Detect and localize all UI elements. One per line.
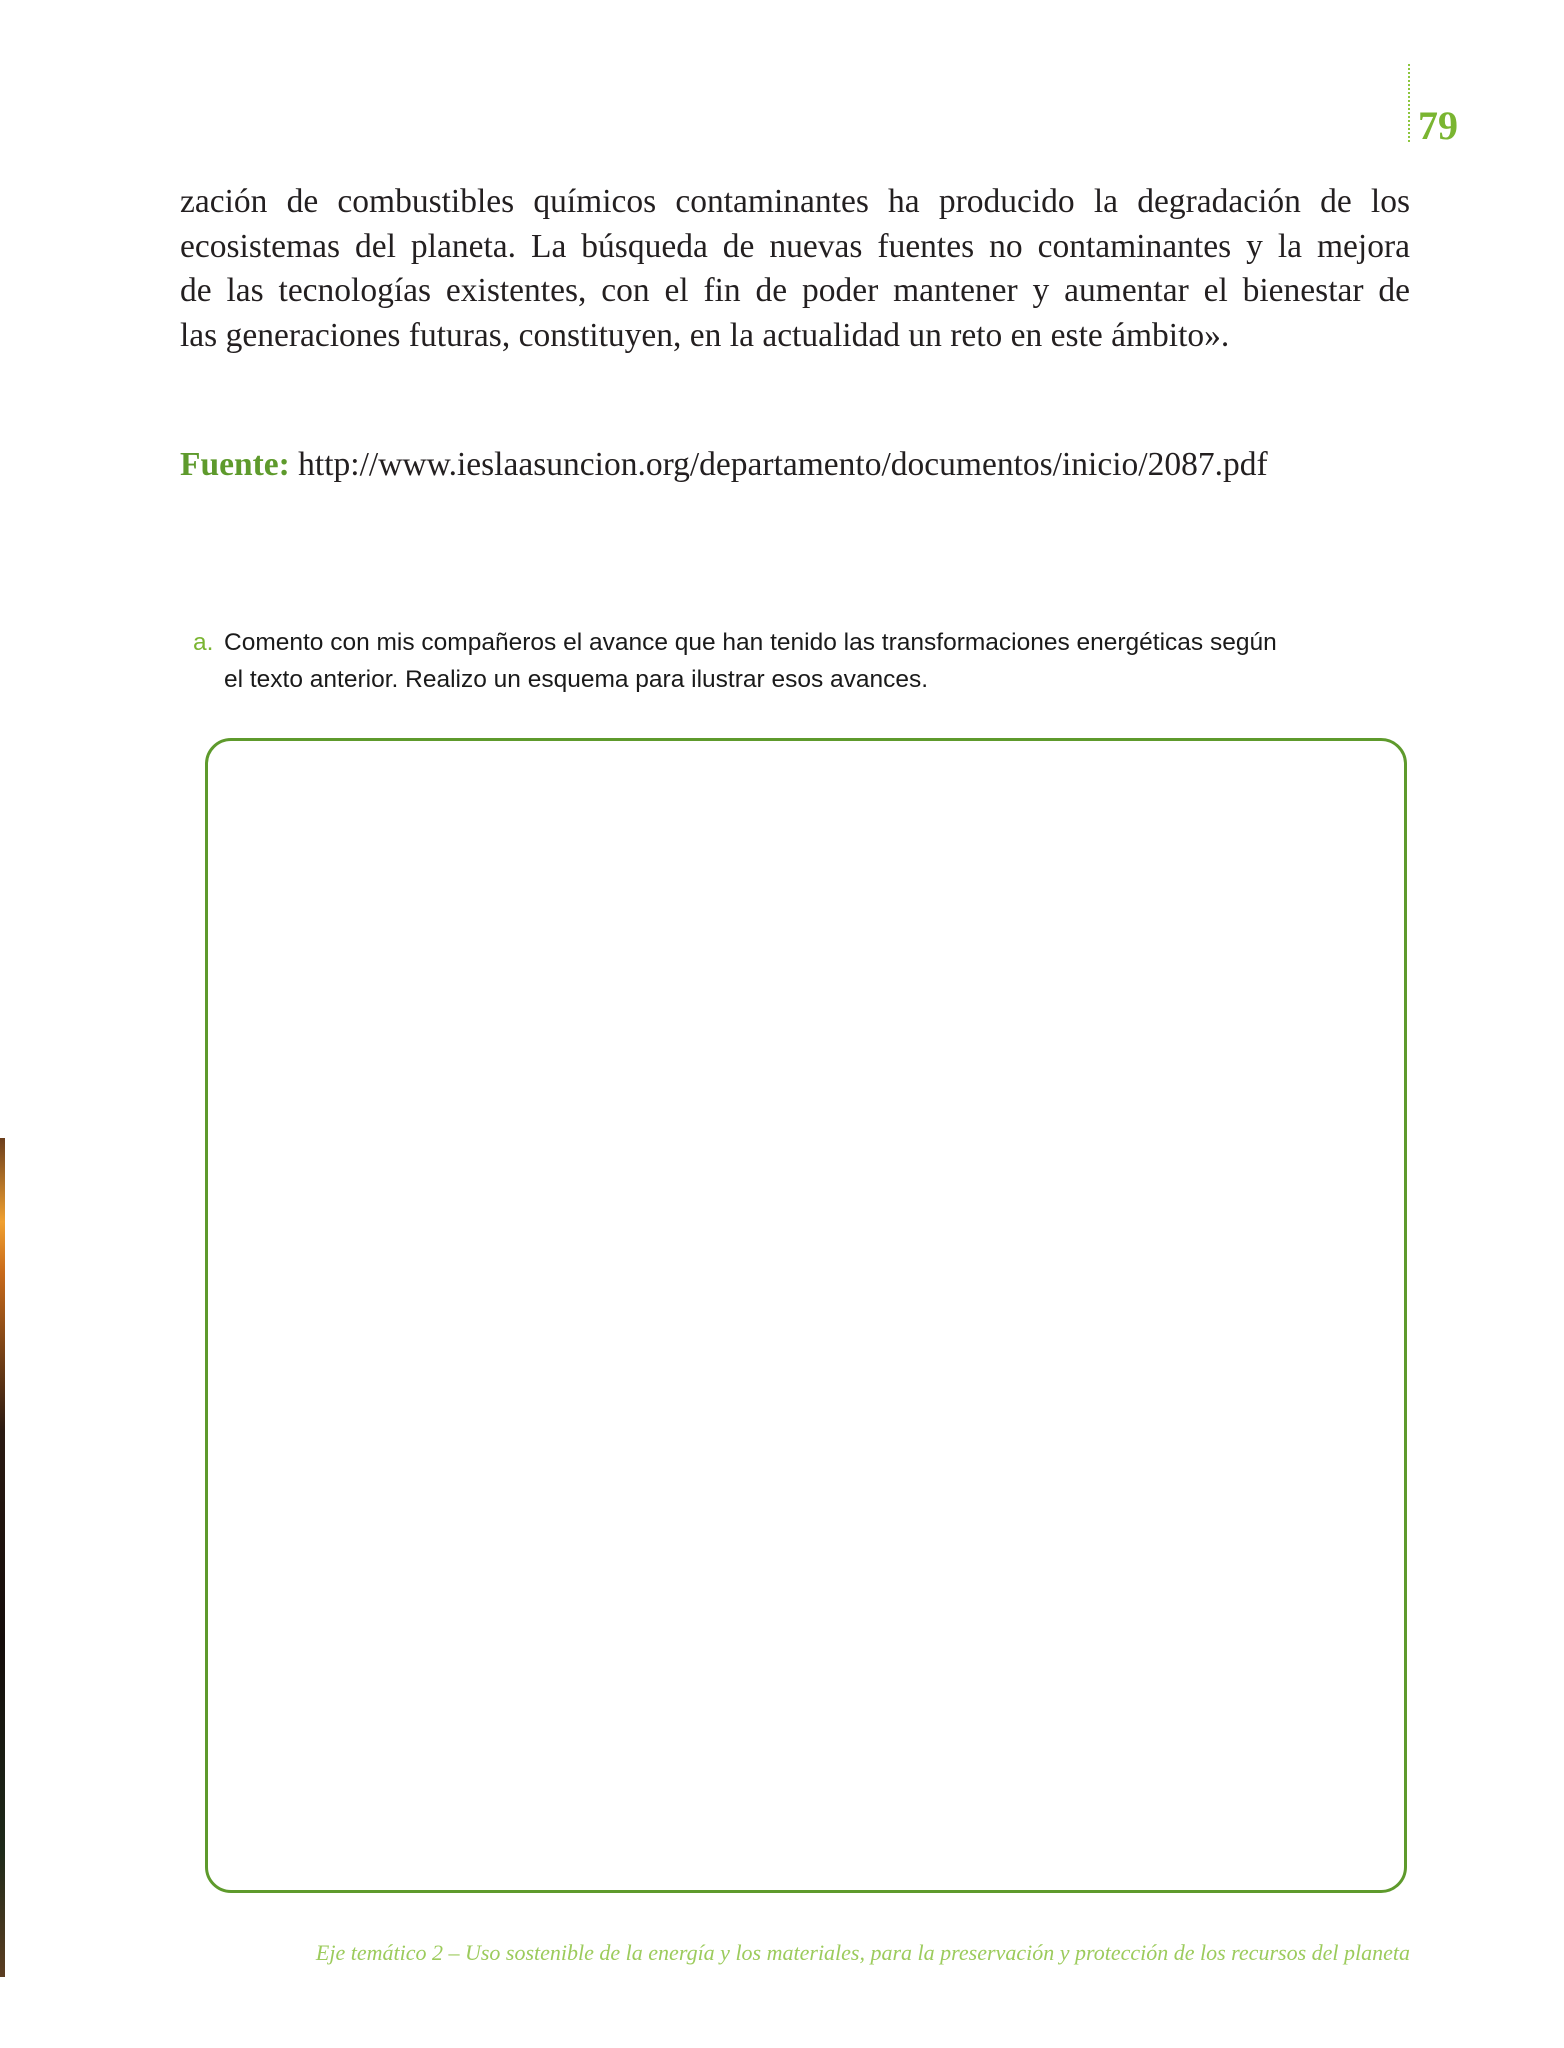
question-line: el texto anterior. Realizo un esquema para ilustrar esos avances. bbox=[224, 666, 929, 693]
source-label: Fuente: bbox=[180, 446, 290, 483]
edge-photo-strip bbox=[0, 1138, 5, 1977]
activity-question bbox=[193, 624, 1413, 698]
body-paragraph bbox=[180, 180, 1410, 358]
paragraph-line: las generaciones futuras, constituyen, en la actualidad un reto en este ámbito». bbox=[180, 316, 1230, 354]
footer-caption: Eje temático 2 – Uso sostenible de la energía y los materiales, para la preservación y protección de los recursos del planeta bbox=[315, 1940, 1410, 1965]
question-letter: a. bbox=[193, 629, 214, 656]
page-number: 79 bbox=[1418, 103, 1458, 148]
paragraph-line: de las tecnologías existentes, con el fin de poder mantener y aumentar el bienestar de bbox=[180, 272, 1410, 309]
source-url[interactable]: http://www.ieslaasuncion.org/departamento/documentos/inicio/2087.pdf bbox=[298, 446, 1268, 483]
page-number-divider bbox=[1408, 64, 1410, 142]
answer-box[interactable] bbox=[205, 738, 1407, 1893]
question-line: Comento con mis compañeros el avance que han tenido las transformaciones energéticas según bbox=[224, 629, 1277, 656]
paragraph-line: ecosistemas del planeta. La búsqueda de nuevas fuentes no contaminantes y la mejora bbox=[180, 227, 1410, 265]
source-citation bbox=[180, 446, 1268, 484]
paragraph-line: zación de combustibles químicos contaminantes ha producido la degradación de los bbox=[180, 183, 1410, 220]
